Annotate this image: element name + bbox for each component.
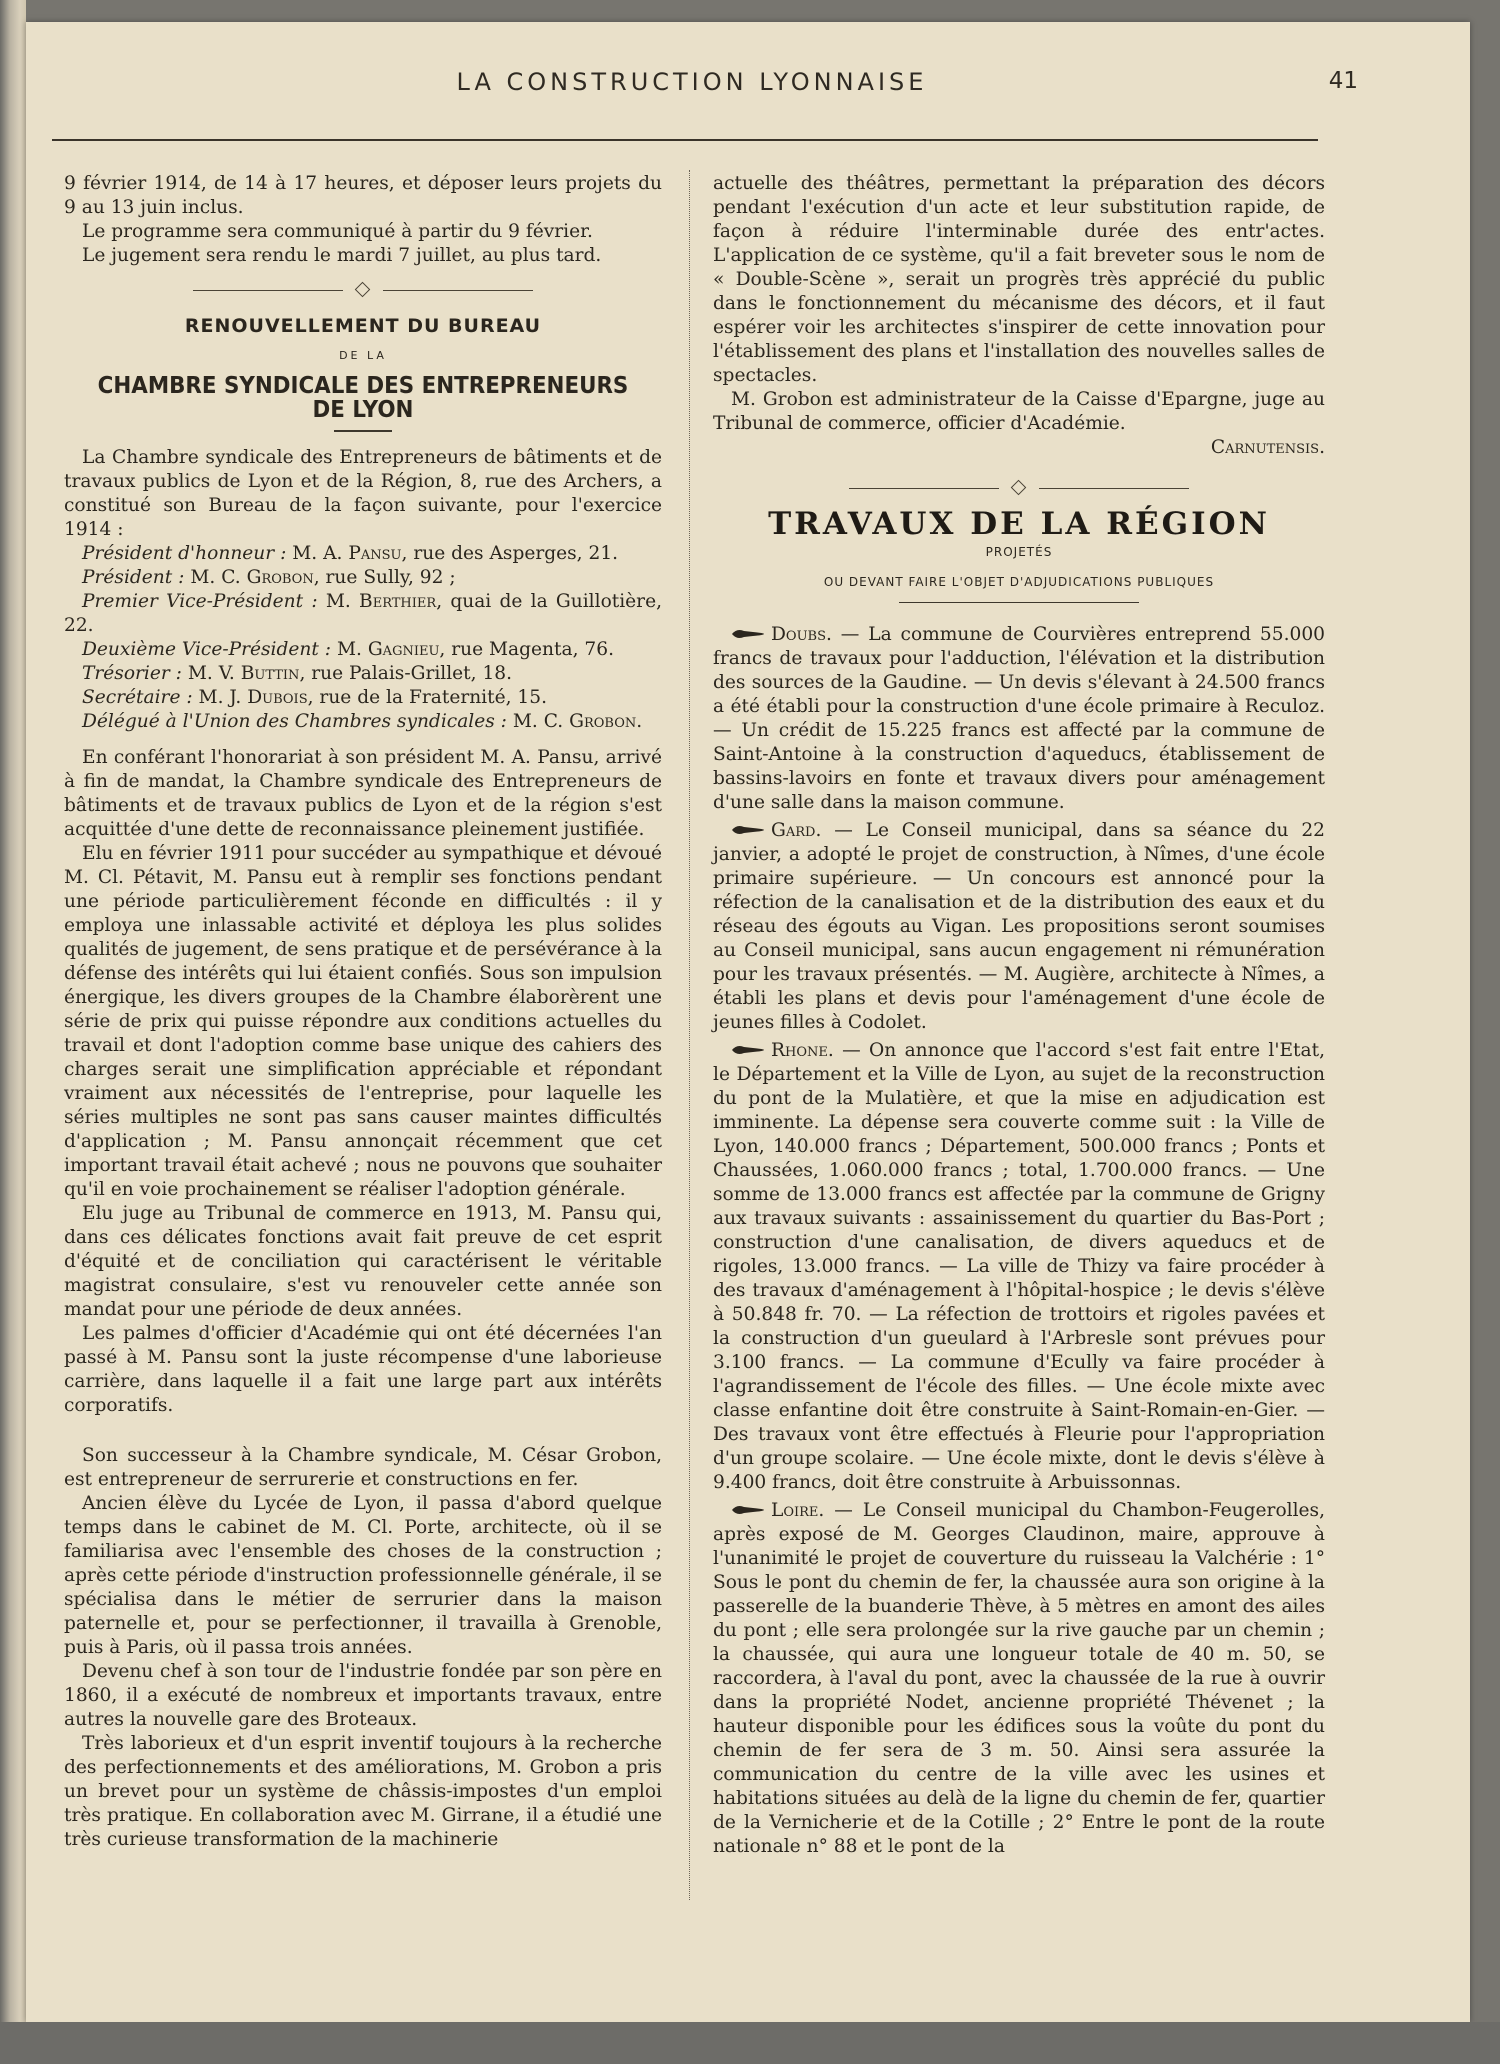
officer-entry: Délégué à l'Union des Chambres syndicales : M. C. Grobon. bbox=[82, 711, 643, 732]
article-paragraph: Elu en février 1911 pour succéder au sympathique et dévoué M. Cl. Pétavit, M. Pansu eut à remplir ses fonctions pendant une période particulièrement féconde en difficultés : il y employa une inlassable activité et déploya les plus solides qualités de jugement, de sens pratique et de persévérance à la défense des intérêts qui lui étaient confiés. Sous son impulsion énergique, les divers groupes de la Chambre élaborèrent une série de prix qui puisse répondre aux conditions actuelles du travail et dont l'adoption comme base unique des cahiers des charges serait une simplification appréciable et répondant vraiment aux nécessités de l'entreprise, pour laquelle les séries multiples ne sont pas sans causer maintes difficultés d'application ; M. Pansu annonçait récemment que cet important travail était achevé ; nous ne pouvons que souhaiter qu'il en voie prochainement se réaliser l'adoption générale. bbox=[64, 843, 662, 1200]
officer-entry: Trésorier : M. V. Buttin, rue Palais-Grillet, 18. bbox=[82, 663, 513, 684]
column-divider bbox=[689, 170, 691, 1900]
page-number: 41 bbox=[1328, 68, 1358, 94]
article-paragraph: Son successeur à la Chambre syndicale, M. César Grobon, est entrepreneur de serrurerie et constructions en fer. bbox=[64, 1445, 662, 1490]
article-paragraph: Elu juge au Tribunal de commerce en 1913, M. Pansu qui, dans ces délicates fonctions avait fait preuve de cet esprit d'équité et de conciliation qui caractérisent le véritable magistrat consulaire, s'est vu renouveler cette année son mandat pour une période de deux années. bbox=[64, 1203, 662, 1320]
pointing-hand-icon bbox=[731, 823, 765, 837]
article-paragraph: Les palmes d'officier d'Académie qui ont été décernées l'an passé à M. Pansu sont la juste récompense d'une laborieuse carrière, dans laquelle il a fait une large part aux intérêts corporatifs. bbox=[64, 1323, 662, 1416]
department-text: — Le Conseil municipal du Chambon-Feugerolles, après exposé de M. Georges Claudinon, maire, approuve à l'unanimité le projet de couverture du ruisseau la Valchérie : 1° Sous le pont du chemin de fer, la chaussée aura son origine à la passerelle de la buanderie Thève, à 5 mètres en amont des ailes du pont ; elle sera prolongée sur la rive gauche par un chemin ; la chaussée, qui aura une longueur totale de 40 m. 50, se raccordera, à l'aval du pont, avec la chaussée de la rue à ouvrir dans la propriété Nodet, ancienne propriété Thévenet ; la hauteur disponible pour les édifices sous la voûte du pont du chemin de fer sera de 3 m. 50. Ainsi sera assurée la communication du centre de la ville avec les usines et habitations situées au delà de la ligne du chemin de fer, quartier de la Vernicherie et de la Cotille ; 2° Entre le pont de la route nationale n° 88 et le pont de la bbox=[713, 1500, 1325, 1857]
article-paragraph: Ancien élève du Lycée de Lyon, il passa d'abord quelque temps dans le cabinet de M. Cl. Porte, architecte, où il se familiarisa avec l'ensemble des choses de la construction ; après cette période d'instruction professionnelle générale, il se spécialisa dans le métier de serrurier dans la maison paternelle et, pour se perfectionner, il travailla à Grenoble, puis à Paris, où il passa trois années. bbox=[64, 1493, 662, 1658]
department-entry bbox=[713, 819, 1325, 1035]
article-paragraph: Très laborieux et d'un esprit inventif toujours à la recherche des perfectionnements et des améliorations, M. Grobon a pris un brevet pour un système de châssis-impostes d'un emploi très pratique. En collaboration avec M. Girrane, il a étudié une très curieuse transformation de la machinerie bbox=[64, 1733, 662, 1850]
scan-margin-bottom bbox=[0, 2022, 1500, 2064]
intro-paragraph: Le jugement sera rendu le mardi 7 juillet, au plus tard. bbox=[82, 245, 602, 266]
section-subheading-adjudications: OU DEVANT FAIRE L'OBJET D'ADJUDICATIONS PUBLIQUES bbox=[823, 575, 1215, 589]
department-name: Gard. bbox=[771, 820, 822, 841]
section-heading-chambre: CHAMBRE SYNDICALE DES ENTREPRENEURS DE LYON bbox=[97, 373, 629, 423]
left-column bbox=[64, 172, 662, 1852]
officer-entry: Président : M. C. Grobon, rue Sully, 92 ; bbox=[82, 567, 456, 588]
bureau-intro: La Chambre syndicale des Entrepreneurs de bâtiments et de travaux publics de Lyon et de la Région, 8, rue des Archers, a constitué son Bureau de la façon suivante, pour l'exercice 1914 : bbox=[64, 447, 662, 540]
article-paragraph: actuelle des théâtres, permettant la préparation des décors pendant l'exécution d'un acte et leur substitution rapide, de façon à réduire l'interminable durée des entr'actes. L'application de ce système, qu'il a fait breveter sous le nom de « Double-Scène », serait un progrès très apprécié du public dans le fonctionnement du mécanisme des décors, et il faut espérer voir les architectes s'inspirer de cette innovation pour l'établissement des plans et l'installation des nouvelles salles de spectacles. bbox=[713, 173, 1325, 386]
pointing-hand-icon bbox=[731, 1503, 765, 1517]
heading-rule bbox=[899, 602, 1139, 603]
pointing-hand-icon bbox=[731, 627, 765, 641]
section-heading-renouvellement: RENOUVELLEMENT DU BUREAU bbox=[184, 315, 542, 337]
article-paragraph: Devenu chef à son tour de l'industrie fondée par son père en 1860, il a exécuté de nombreux et importants travaux, entre autres la nouvelle gare des Broteaux. bbox=[64, 1661, 662, 1730]
intro-paragraph: 9 février 1914, de 14 à 17 heures, et déposer leurs projets du 9 au 13 juin inclus. bbox=[64, 173, 662, 218]
department-entry bbox=[713, 1039, 1325, 1495]
section-heading-de-la: DE LA bbox=[339, 349, 387, 362]
article-paragraph: M. Grobon est administrateur de la Caisse d'Epargne, juge au Tribunal de commerce, officier d'Académie. bbox=[713, 389, 1325, 434]
scan-margin-left bbox=[0, 0, 26, 2064]
author-signature: Carnutensis. bbox=[1210, 437, 1325, 458]
header-rule bbox=[52, 139, 1318, 141]
department-name: Doubs. bbox=[771, 624, 832, 645]
article-paragraph: En conférant l'honorariat à son président M. A. Pansu, arrivé à fin de mandat, la Chambre syndicale des Entrepreneurs de bâtiments et de travaux publics de Lyon et de la région s'est acquittée d'une dette de reconnaissance pleinement justifiée. bbox=[64, 747, 662, 840]
section-subheading-projetes: PROJETÉS bbox=[985, 545, 1053, 559]
section-heading-travaux: TRAVAUX DE LA RÉGION bbox=[768, 506, 1270, 542]
department-text: — Le Conseil municipal, dans sa séance du 22 janvier, a adopté le projet de construction, à Nîmes, d'une école primaire supérieure. — Un concours est annoncé pour la réfection de la canalisation et de la distribution des eaux et du réseau des égouts au Vigan. Les propositions seront soumises au Conseil municipal, sans aucun engagement ni rémunération pour les travaux présentés. — M. Augière, architecte à Nîmes, a établi les plans et devis pour l'aménagement d'une école de jeunes filles à Codolet. bbox=[713, 820, 1325, 1033]
ornamental-separator bbox=[193, 280, 533, 302]
pointing-hand-icon bbox=[731, 1043, 765, 1057]
heading-rule bbox=[334, 430, 392, 432]
intro-paragraph: Le programme sera communiqué à partir du 9 février. bbox=[82, 221, 593, 242]
running-title: LA CONSTRUCTION LYONNAISE bbox=[456, 68, 928, 96]
page-header bbox=[26, 68, 1358, 108]
officer-entry: Deuxième Vice-Président : M. Gagnieu, rue Magenta, 76. bbox=[82, 639, 614, 660]
officer-entry: Premier Vice-Président : M. Berthier, quai de la Guillotière, 22. bbox=[64, 591, 662, 636]
department-entry bbox=[713, 623, 1325, 815]
ornamental-separator bbox=[849, 478, 1189, 500]
officer-entry: Secrétaire : M. J. Dubois, rue de la Fraternité, 15. bbox=[82, 687, 547, 708]
diamond-ornament-icon bbox=[355, 282, 371, 298]
department-name: Loire. bbox=[771, 1500, 825, 1521]
diamond-ornament-icon bbox=[1011, 480, 1027, 496]
department-entry bbox=[713, 1499, 1325, 1859]
department-list bbox=[713, 623, 1325, 1859]
officer-list bbox=[64, 542, 662, 734]
right-column bbox=[713, 172, 1325, 1859]
officer-entry: Président d'honneur : M. A. Pansu, rue des Asperges, 21. bbox=[82, 543, 619, 564]
department-name: Rhone. bbox=[771, 1040, 834, 1061]
department-text: — La commune de Courvières entreprend 55.000 francs de travaux pour l'adduction, l'élévation et la distribution des sources de la Gaudine. — Un devis s'élevant à 24.500 francs a été établi pour la construction d'une école primaire à Reculoz. — Un crédit de 15.225 francs est affecté par la commune de Saint-Antoine à la construction d'aqueducs, établissement de bassins-lavoirs en fonte et travaux divers pour aménagement d'une salle dans la maison commune. bbox=[713, 624, 1325, 813]
department-text: — On annonce que l'accord s'est fait entre l'Etat, le Département et la Ville de Lyon, au sujet de la reconstruction du pont de la Mulatière, et que la mise en adjudication est imminente. La dépense sera couverte comme suit : la Ville de Lyon, 140.000 francs ; Département, 500.000 francs ; Ponts et Chaussées, 1.060.000 francs ; total, 1.700.000 francs. — Une somme de 13.000 francs est affectée par la commune de Grigny aux travaux suivants : assainissement du quartier du Bas-Port ; construction d'une canalisation, de divers aqueducs et de rigoles, 13.000 francs. — La ville de Thizy va faire procéder à des travaux d'aménagement à l'hôpital-hospice ; le devis s'élève à 50.848 fr. 70. — La réfection de trottoirs et rigoles pavées et la construction d'un gueulard à l'Arbresle sont prévues pour 3.100 francs. — La commune d'Ecully va faire procéder à l'agrandissement de l'école des filles. — Une école mixte avec classe enfantine doit être construite à Saint-Romain-en-Gier. — Des travaux vont être effectués à Fleurie pour l'appropriation d'un groupe scolaire. — Une école mixte, dont le devis s'élève à 9.400 francs, doit être construite à Arbuissonnas. bbox=[713, 1040, 1325, 1493]
